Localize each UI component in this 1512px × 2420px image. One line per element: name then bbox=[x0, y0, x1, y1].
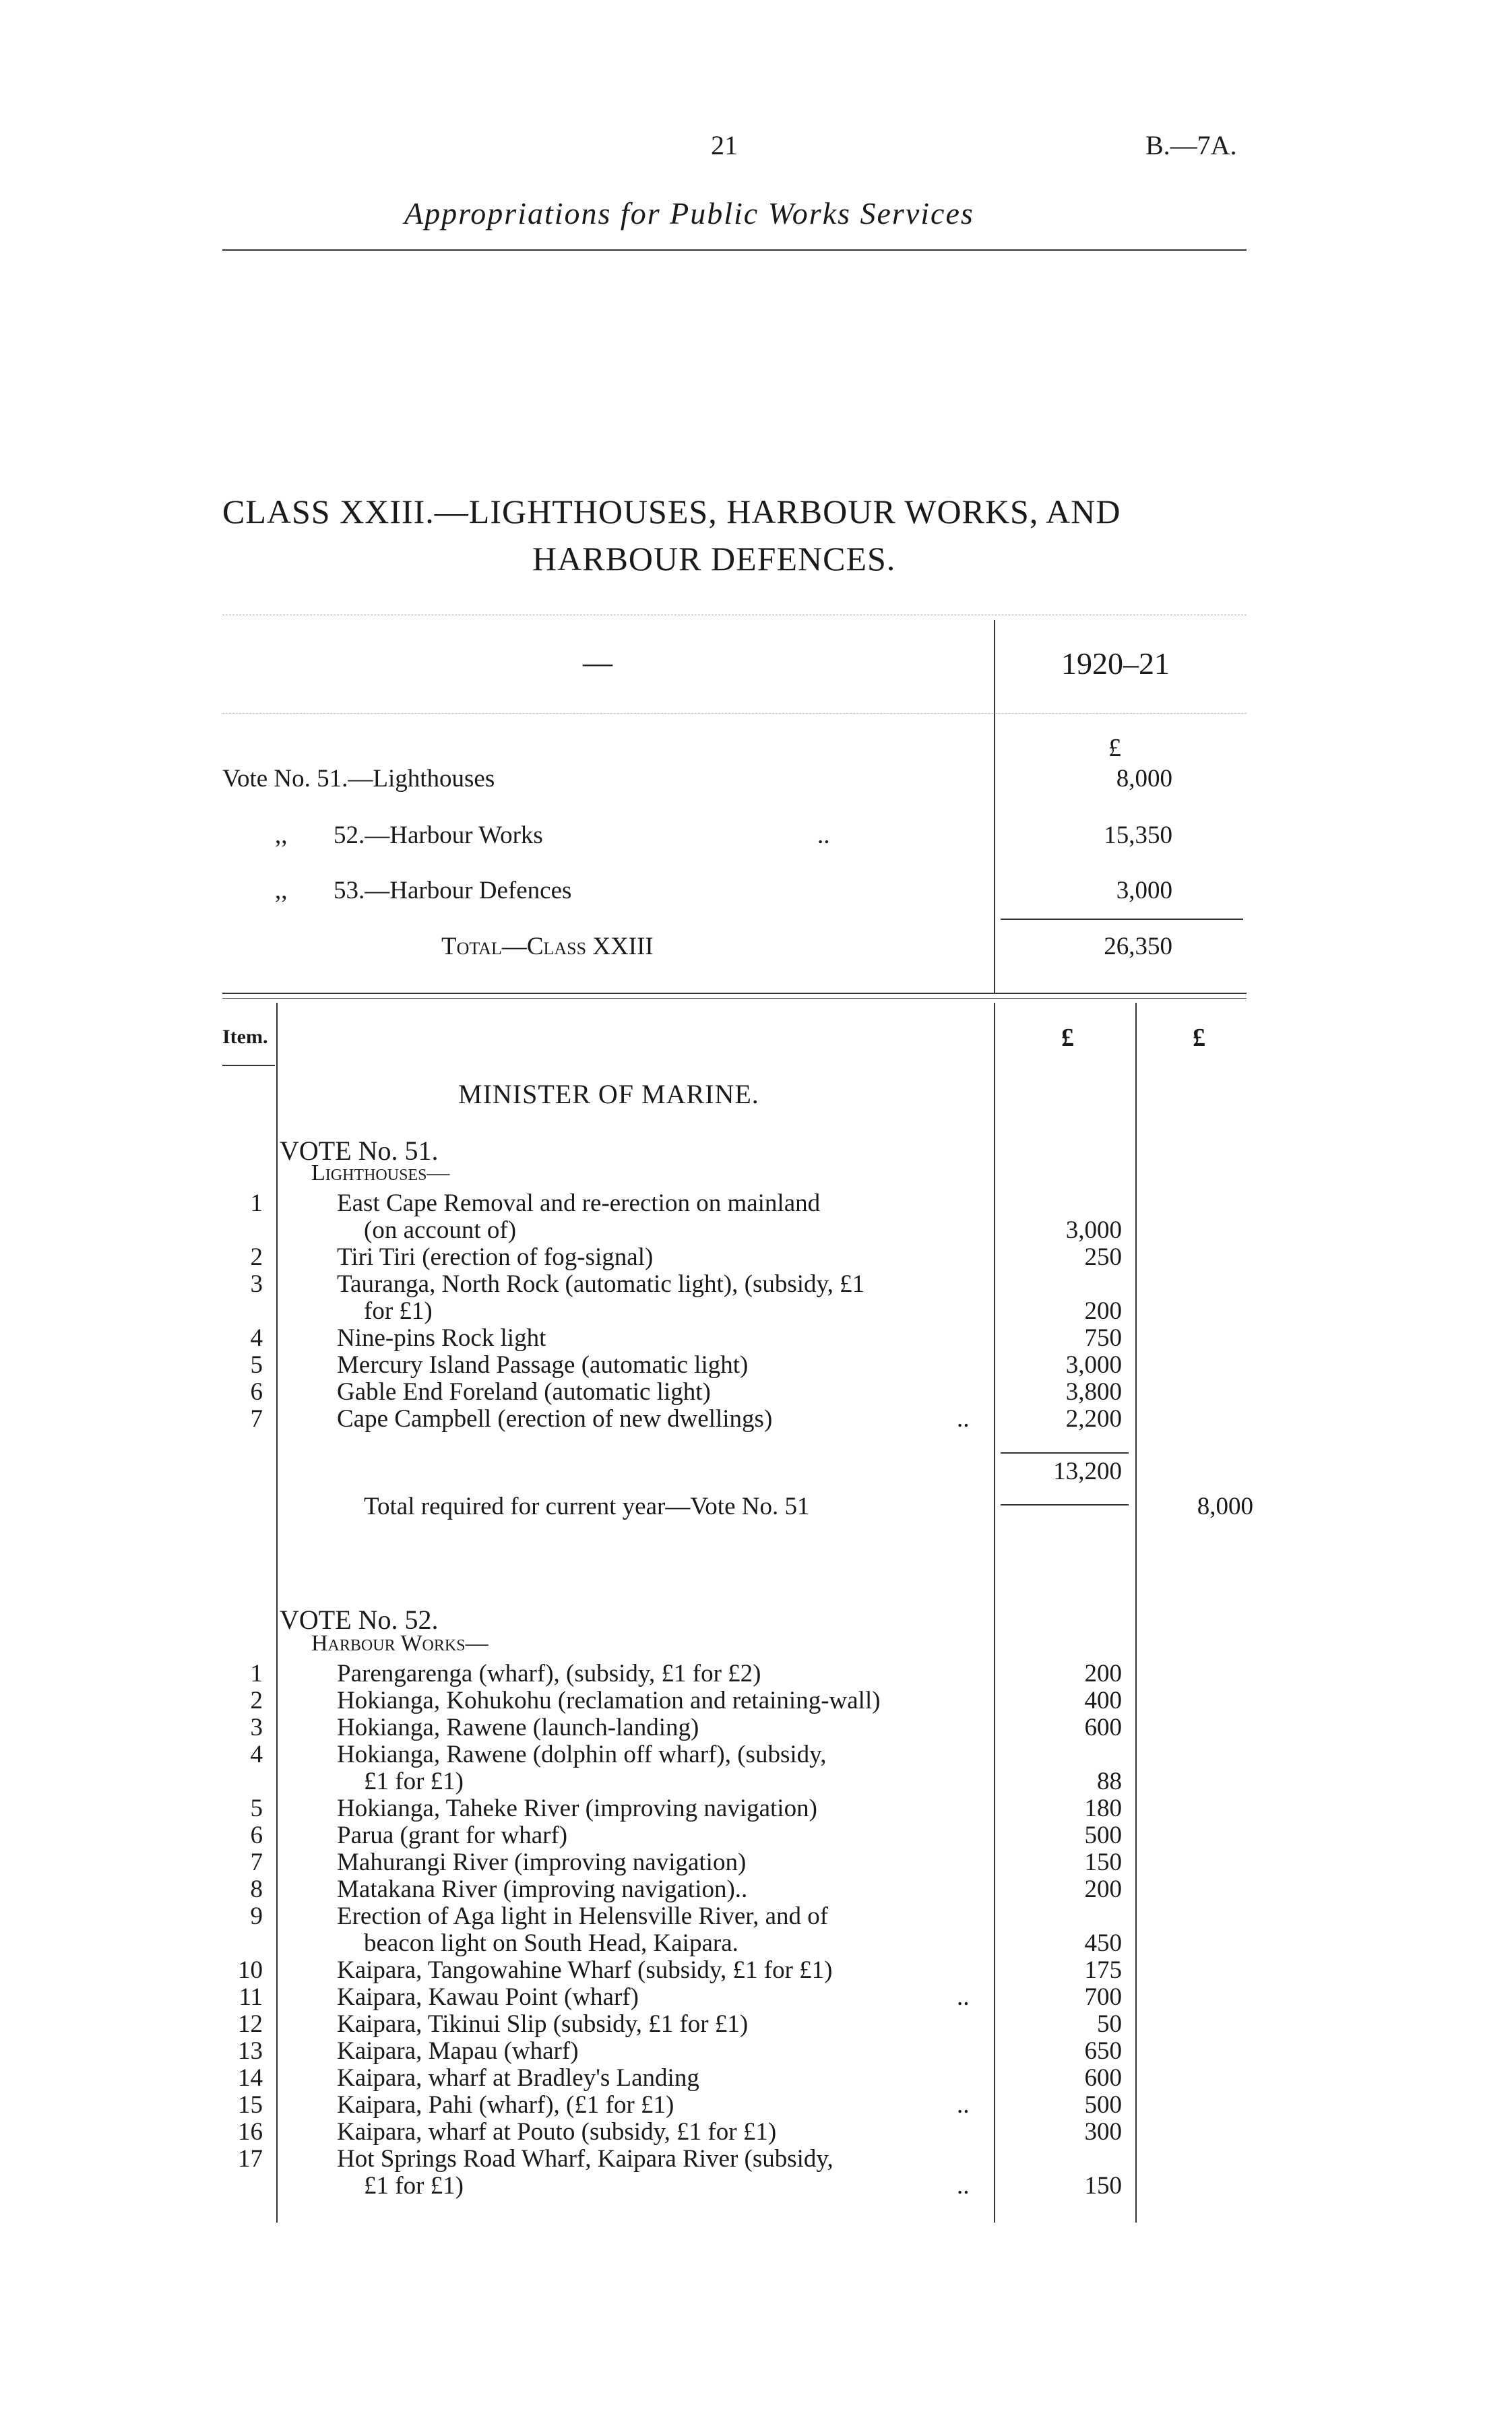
vote-52-item-amount: 88 bbox=[1097, 1768, 1122, 1795]
vote-51-heading: VOTE No. 51. bbox=[280, 1136, 439, 1166]
vote-51-item-text: Nine-pins Rock light bbox=[337, 1324, 546, 1352]
summary-year: 1920–21 bbox=[1061, 646, 1170, 681]
vote-52-item-text: Matakana River (improving navigation).. bbox=[337, 1875, 748, 1903]
vote-52-item-amount: 500 bbox=[1084, 2091, 1122, 2119]
vote-51-item-text: (on account of) bbox=[364, 1216, 517, 1244]
amount-currency: £ bbox=[1061, 1024, 1074, 1052]
vote-52-item-text: £1 for £1) bbox=[364, 1768, 464, 1795]
vote-52-item-number: 8 bbox=[250, 1875, 263, 1903]
vote-51-item-amount: 750 bbox=[1084, 1324, 1122, 1352]
vote-52-item-amount: 700 bbox=[1084, 1983, 1122, 2011]
detail-top-rule bbox=[222, 993, 1247, 994]
vote-51-item-amount: 3,000 bbox=[1065, 1351, 1122, 1379]
vote-52-item-amount: 300 bbox=[1084, 2118, 1122, 2146]
vote-52-item-amount: 400 bbox=[1084, 1687, 1122, 1714]
summary-currency: £ bbox=[1108, 734, 1121, 762]
vote-52-item-text: Hokianga, Rawene (launch-landing) bbox=[337, 1714, 699, 1741]
vote-51-item-number: 2 bbox=[250, 1243, 263, 1271]
vote-52-item-number: 3 bbox=[250, 1714, 263, 1741]
vote-52-item-amount: 180 bbox=[1084, 1795, 1122, 1822]
vote-52-item-amount: 200 bbox=[1084, 1660, 1122, 1687]
summary-row-amount: 8,000 bbox=[1116, 765, 1172, 793]
vote-52-item-amount: 600 bbox=[1084, 1714, 1122, 1741]
vote-52-item-leader: .. bbox=[957, 2091, 970, 2119]
vote-52-item-amount: 500 bbox=[1084, 1822, 1122, 1849]
vote-52-item-text: Hot Springs Road Wharf, Kaipara River (subsidy, bbox=[337, 2145, 833, 2173]
detail-top-rule-2 bbox=[222, 998, 1247, 999]
vote-51-subtotal-rule bbox=[1001, 1452, 1129, 1454]
vote-52-item-text: beacon light on South Head, Kaipara. bbox=[364, 1929, 738, 1957]
vote-51-item-text: Mercury Island Passage (automatic light) bbox=[337, 1351, 749, 1379]
summary-column-divider bbox=[994, 620, 995, 994]
vote-51-item-amount: 3,000 bbox=[1065, 1216, 1122, 1244]
vote-52-item-text: Parengarenga (wharf), (subsidy, £1 for £2) bbox=[337, 1660, 761, 1687]
vote-52-item-text: Kaipara, Mapau (wharf) bbox=[337, 2037, 579, 2065]
vote-52-item-amount: 650 bbox=[1084, 2037, 1122, 2065]
class-title-line2: HARBOUR DEFENCES. bbox=[532, 540, 896, 578]
summary-dash: — bbox=[583, 646, 612, 679]
vote-51-item-text: Gable End Foreland (automatic light) bbox=[337, 1378, 711, 1406]
vote-51-subheading: Lighthouses— bbox=[311, 1160, 450, 1185]
vote-51-subtotal: 13,200 bbox=[1053, 1458, 1122, 1485]
page-number: 21 bbox=[711, 130, 738, 160]
item-header-rule bbox=[222, 1065, 275, 1066]
vote-52-item-number: 9 bbox=[250, 1902, 263, 1930]
vote-51-total-label: Total required for current year—Vote No. 51 bbox=[364, 1493, 810, 1520]
summary-row-prefix: ,, bbox=[275, 821, 288, 849]
vote-52-item-text: Hokianga, Rawene (dolphin off wharf), (subsidy, bbox=[337, 1741, 827, 1768]
class-title-line1: CLASS XXIII.—LIGHTHOUSES, HARBOUR WORKS, AND bbox=[222, 493, 1121, 530]
vote-51-item-number: 5 bbox=[250, 1351, 263, 1379]
vote-52-item-number: 2 bbox=[250, 1687, 263, 1714]
vote-51-item-number: 6 bbox=[250, 1378, 263, 1406]
vote-52-item-text: Kaipara, Tikinui Slip (subsidy, £1 for £1) bbox=[337, 2010, 749, 2038]
vote-52-item-amount: 600 bbox=[1084, 2064, 1122, 2092]
summary-row-label: 52.—Harbour Works bbox=[334, 821, 543, 849]
summary-row bbox=[222, 764, 495, 793]
running-title: Appropriations for Public Works Services bbox=[404, 196, 974, 230]
vote-52-item-number: 16 bbox=[238, 2118, 263, 2146]
vote-51-item-leader: .. bbox=[957, 1405, 970, 1433]
vote-52-item-text: Kaipara, wharf at Pouto (subsidy, £1 for £1) bbox=[337, 2118, 777, 2146]
vote-52-item-text: Hokianga, Taheke River (improving navigation) bbox=[337, 1795, 817, 1822]
vote-52-item-amount: 200 bbox=[1084, 1875, 1122, 1903]
vote-51-item-amount: 250 bbox=[1084, 1243, 1122, 1271]
summary-subtotal-rule bbox=[1001, 919, 1243, 920]
vote-51-item-number: 4 bbox=[250, 1324, 263, 1352]
vote-52-item-text: Kaipara, Pahi (wharf), (£1 for £1) bbox=[337, 2091, 674, 2119]
vote-51-total-amount: 8,000 bbox=[1197, 1493, 1253, 1520]
summary-row-label: 53.—Harbour Defences bbox=[334, 877, 572, 904]
vote-52-item-number: 6 bbox=[250, 1822, 263, 1849]
vote-52-item-number: 1 bbox=[250, 1660, 263, 1687]
vote-51-item-text: for £1) bbox=[364, 1297, 433, 1325]
vote-52-item-amount: 450 bbox=[1084, 1929, 1122, 1957]
vote-51-item-amount: 3,800 bbox=[1065, 1378, 1122, 1406]
vote-52-item-number: 14 bbox=[238, 2064, 263, 2092]
vote-52-item-number: 13 bbox=[238, 2037, 263, 2065]
vote-52-item-number: 12 bbox=[238, 2010, 263, 2038]
vote-52-item-number: 10 bbox=[238, 1956, 263, 1984]
vote-51-item-text: East Cape Removal and re-erection on mainland bbox=[337, 1189, 821, 1217]
summary-total-amount: 26,350 bbox=[1104, 933, 1172, 960]
vote-52-item-number: 4 bbox=[250, 1741, 263, 1768]
vote-52-item-text: Erection of Aga light in Helensville River, and of bbox=[337, 1902, 829, 1930]
vote-52-subheading: Harbour Works— bbox=[311, 1631, 489, 1656]
total-currency: £ bbox=[1193, 1024, 1205, 1052]
document-reference: B.—7A. bbox=[1145, 130, 1237, 160]
summary-row-amount: 3,000 bbox=[1116, 877, 1172, 904]
item-column-header: Item. bbox=[222, 1026, 268, 1048]
vote-52-heading: VOTE No. 52. bbox=[280, 1605, 439, 1635]
item-column-divider bbox=[276, 1003, 278, 2223]
vote-52-item-text: Mahurangi River (improving navigation) bbox=[337, 1849, 747, 1876]
vote-52-item-leader: .. bbox=[957, 2172, 970, 2200]
vote-51-item-number: 1 bbox=[250, 1189, 263, 1217]
vote-52-item-text: Kaipara, Tangowahine Wharf (subsidy, £1 for £1) bbox=[337, 1956, 833, 1984]
vote-52-item-number: 17 bbox=[238, 2145, 263, 2173]
vote-51-item-number: 7 bbox=[250, 1405, 263, 1433]
vote-52-item-leader: .. bbox=[957, 1983, 970, 2011]
vote-51-item-amount: 200 bbox=[1084, 1297, 1122, 1325]
vote-51-total-rule bbox=[1001, 1504, 1129, 1506]
vote-52-item-number: 11 bbox=[239, 1983, 263, 2011]
minister-heading: MINISTER OF MARINE. bbox=[458, 1079, 759, 1109]
vote-51-item-text: Cape Campbell (erection of new dwellings) bbox=[337, 1405, 773, 1433]
amount-column-divider bbox=[994, 1003, 995, 2223]
summary-row-prefix: ,, bbox=[275, 877, 288, 904]
vote-52-item-amount: 150 bbox=[1084, 2172, 1122, 2200]
vote-52-item-number: 5 bbox=[250, 1795, 263, 1822]
summary-total-label: Total—Class XXIII bbox=[441, 933, 654, 960]
vote-51-item-text: Tauranga, North Rock (automatic light), (subsidy, £1 bbox=[337, 1270, 865, 1298]
summary-header-rule bbox=[222, 713, 1247, 714]
summary-row-leader: .. bbox=[817, 821, 830, 849]
vote-51-item-text: Tiri Tiri (erection of fog-signal) bbox=[337, 1243, 654, 1271]
vote-52-item-amount: 50 bbox=[1097, 2010, 1122, 2038]
vote-52-item-amount: 175 bbox=[1084, 1956, 1122, 1984]
summary-row-prefix: Vote No. bbox=[222, 765, 311, 793]
vote-52-item-text: Parua (grant for wharf) bbox=[337, 1822, 568, 1849]
total-column-divider bbox=[1135, 1003, 1137, 2223]
vote-51-item-amount: 2,200 bbox=[1065, 1405, 1122, 1433]
vote-51-item-number: 3 bbox=[250, 1270, 263, 1298]
vote-52-item-text: Kaipara, wharf at Bradley's Landing bbox=[337, 2064, 699, 2092]
summary-row-label: 51.—Lighthouses bbox=[317, 765, 495, 793]
vote-52-item-text: Kaipara, Kawau Point (wharf) bbox=[337, 1983, 639, 2011]
vote-52-item-number: 7 bbox=[250, 1849, 263, 1876]
vote-52-item-amount: 150 bbox=[1084, 1849, 1122, 1876]
vote-52-item-text: £1 for £1) bbox=[364, 2172, 464, 2200]
header-rule bbox=[222, 249, 1247, 251]
summary-row-amount: 15,350 bbox=[1104, 821, 1172, 849]
vote-52-item-text: Hokianga, Kohukohu (reclamation and retaining-wall) bbox=[337, 1687, 881, 1714]
vote-52-item-number: 15 bbox=[238, 2091, 263, 2119]
